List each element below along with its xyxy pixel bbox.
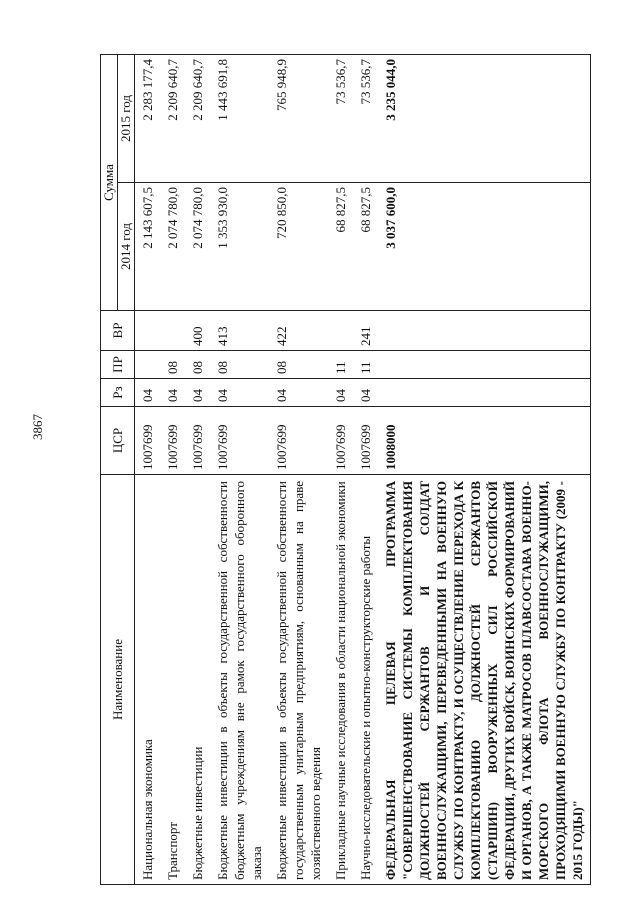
header-2014: 2014 год — [118, 183, 135, 311]
cell-y2014: 68 827,5 — [353, 183, 378, 311]
cell-name: Бюджетные инвестиции — [185, 475, 210, 885]
cell-csr: 1007699 — [160, 407, 185, 475]
cell-y2014: 2 074 780,0 — [185, 183, 210, 311]
cell-vr: 400 — [185, 311, 210, 351]
cell-y2015: 2 283 177,4 — [135, 55, 161, 183]
cell-y2015: 765 948,9 — [269, 55, 328, 183]
header-pr: ПР — [101, 351, 135, 379]
table-row — [269, 55, 328, 885]
cell-y2015: 2 209 640,7 — [185, 55, 210, 183]
table-row — [353, 55, 378, 885]
table-row — [378, 55, 591, 885]
cell-rz: 04 — [160, 379, 185, 407]
cell-rz: 04 — [328, 379, 353, 407]
cell-name: ФЕДЕРАЛЬНАЯ ЦЕЛЕВАЯ ПРОГРАММА "СОВЕРШЕНСТВОВАНИЕ СИСТЕМЫ КОМПЛЕКТОВАНИЯ ДОЛЖНОСТЕЙ СЕРЖАНТОВ И СОЛДАТ ВОЕННОСЛУЖАЩИМИ, ПЕРЕВЕДЕННЫМИ НА ВОЕННУЮ СЛУЖБУ ПО КОНТРАКТУ, И ОСУЩЕСТВЛЕНИЕ ПЕРЕХОДА К КОМПЛЕКТОВАНИЮ ДОЛЖНОСТЕЙ СЕРЖАНТОВ (СТАРШИН) ВООРУЖЕННЫХ СИЛ РОССИЙСКОЙ ФЕДЕРАЦИИ, ДРУГИХ ВОЙСК, ВОИНСКИХ ФОРМИРОВАНИЙ И ОРГАНОВ, А ТАКЖЕ МАТРОСОВ ПЛАВСОСТАВА ВОЕННО-МОРСКОГО ФЛОТА ВОЕННОСЛУЖАЩИМИ, ПРОХОДЯЩИМИ ВОЕННУЮ СЛУЖБУ ПО КОНТРАКТУ (2009 - 2015 ГОДЫ)" — [378, 475, 591, 885]
cell-name: Прикладные научные исследования в области национальной экономики — [328, 475, 353, 885]
cell-rz: 04 — [185, 379, 210, 407]
cell-name: Национальная экономика — [135, 475, 161, 885]
cell-name: Научно-исследовательские и опытно-конструкторские работы — [353, 475, 378, 885]
cell-pr: 08 — [269, 351, 328, 379]
cell-pr: 08 — [160, 351, 185, 379]
cell-csr: 1007699 — [135, 407, 161, 475]
cell-csr: 1007699 — [353, 407, 378, 475]
cell-csr: 1007699 — [328, 407, 353, 475]
cell-y2014: 720 850,0 — [269, 183, 328, 311]
cell-vr: 241 — [353, 311, 378, 351]
cell-csr: 1007699 — [269, 407, 328, 475]
cell-name: Бюджетные инвестиции в объекты государственной собственности бюджетным учреждениям вне рамок государственного оборонного заказа — [210, 475, 269, 885]
cell-rz: 04 — [135, 379, 161, 407]
table-row — [160, 55, 185, 885]
cell-y2014: 2 143 607,5 — [135, 183, 161, 311]
cell-name: Транспорт — [160, 475, 185, 885]
cell-pr: 11 — [328, 351, 353, 379]
cell-y2014: 2 074 780,0 — [160, 183, 185, 311]
cell-vr — [160, 311, 185, 351]
cell-name: Бюджетные инвестиции в объекты государственной собственности государственным унитарным предприятиям, основанным на праве хозяйственного ведения — [269, 475, 328, 885]
cell-pr: 11 — [353, 351, 378, 379]
cell-y2015: 2 209 640,7 — [160, 55, 185, 183]
cell-vr — [378, 311, 591, 351]
cell-y2015: 3 235 044,0 — [378, 55, 591, 183]
cell-csr: 1007699 — [185, 407, 210, 475]
page-number: 3867 — [30, 414, 45, 440]
table-body — [135, 55, 591, 885]
table-row — [135, 55, 161, 885]
budget-table — [100, 54, 591, 885]
cell-rz: 04 — [269, 379, 328, 407]
cell-rz — [378, 379, 591, 407]
table-row — [210, 55, 269, 885]
cell-rz: 04 — [210, 379, 269, 407]
cell-vr — [328, 311, 353, 351]
cell-pr: 08 — [185, 351, 210, 379]
header-sum: Сумма — [101, 55, 118, 311]
cell-y2014: 68 827,5 — [328, 183, 353, 311]
cell-pr — [378, 351, 591, 379]
cell-csr: 1008000 — [378, 407, 591, 475]
cell-vr: 422 — [269, 311, 328, 351]
header-rz: Рз — [101, 379, 135, 407]
cell-y2014: 3 037 600,0 — [378, 183, 591, 311]
cell-vr: 413 — [210, 311, 269, 351]
header-vr: ВР — [101, 311, 135, 351]
table-row — [328, 55, 353, 885]
cell-pr — [135, 351, 161, 379]
rotated-page-content — [100, 55, 585, 885]
cell-csr: 1007699 — [210, 407, 269, 475]
cell-pr: 08 — [210, 351, 269, 379]
header-name: Наименование — [101, 475, 135, 885]
cell-y2015: 73 536,7 — [353, 55, 378, 183]
header-2015: 2015 год — [118, 55, 135, 183]
cell-rz: 04 — [353, 379, 378, 407]
header-csr: ЦСР — [101, 407, 135, 475]
cell-vr — [135, 311, 161, 351]
cell-y2015: 73 536,7 — [328, 55, 353, 183]
cell-y2015: 1 443 691,8 — [210, 55, 269, 183]
table-row — [185, 55, 210, 885]
cell-y2014: 1 353 930,0 — [210, 183, 269, 311]
